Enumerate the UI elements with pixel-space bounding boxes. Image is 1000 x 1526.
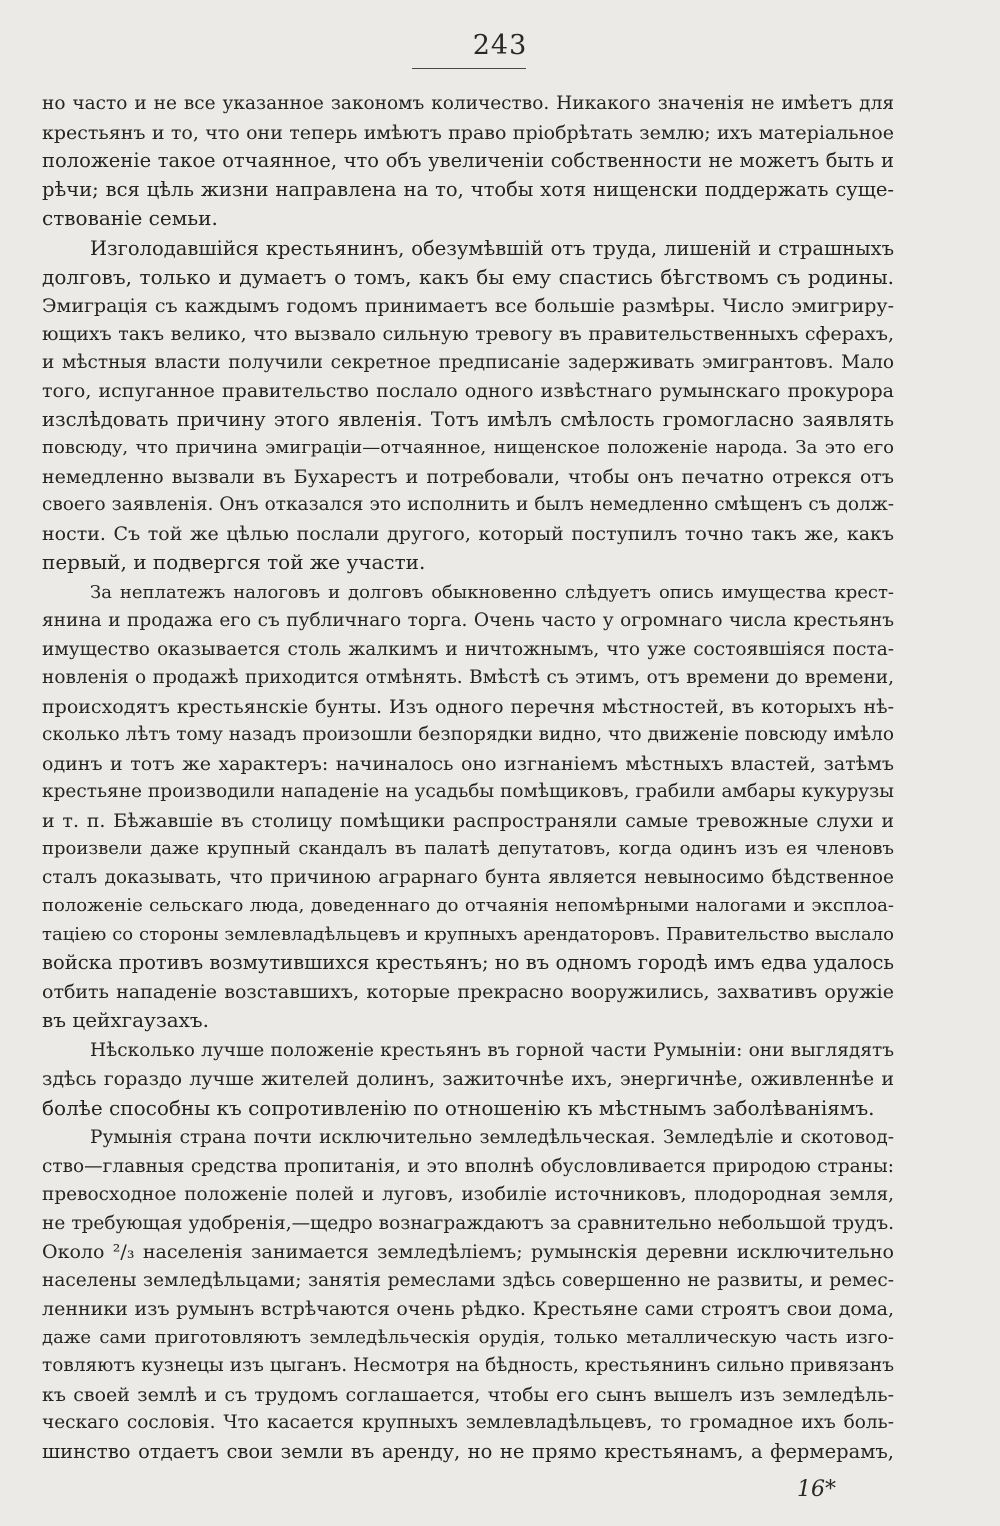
paragraph xyxy=(42,579,894,1035)
text-line: крестьяне производили нападеніе на усадьбы помѣщиковъ, грабили амбары кукурузы xyxy=(42,781,894,802)
text-line: положеніе сельскаго люда, доведеннаго до отчаянія непомѣрными налогами и эксплоа- xyxy=(42,895,894,916)
text-line: изслѣдовать причину этого явленія. Тотъ имѣлъ смѣлость громогласно заявлять xyxy=(42,407,894,431)
text-line: ности. Съ той же цѣлью послали другого, который поступилъ точно такъ же, какъ xyxy=(42,522,894,545)
text-line: долговъ, только и думаетъ о томъ, какъ бы ему спастись бѣгствомъ съ родины. xyxy=(42,265,894,289)
text-line: не требующая удобренія,—щедро вознаграждаютъ за сравнительно небольшой трудъ. xyxy=(42,1212,894,1234)
text-line: немедленно вызвали въ Бухарестъ и потребовали, чтобы онъ печатно отрекся отъ xyxy=(42,465,894,488)
signature-mark: 16* xyxy=(797,1477,836,1502)
text-line: новленія о продажѣ приходится отмѣнять. Вмѣстѣ съ этимъ, отъ времени до времени, xyxy=(42,667,894,688)
text-line: Румынія страна почти исключительно земледѣльческая. Земледѣліе и скотовод- xyxy=(90,1127,894,1148)
text-line: рѣчи; вся цѣль жизни направлена на то, чтобы хотя нищенски поддержать суще- xyxy=(42,177,894,201)
text-line: имущество оказывается столь жалкимъ и ничтожнымъ, что уже состоявшіяся поста- xyxy=(42,638,894,660)
text-line: своего заявленія. Онъ отказался это исполнить и былъ немедленно смѣщенъ съ долж- xyxy=(42,494,894,515)
text-line: происходятъ крестьянскіе бунты. Изъ одного перечня мѣстностей, въ которыхъ нѣ- xyxy=(42,695,894,718)
text-line: здѣсь гораздо лучше жителей долинъ, зажиточнѣе ихъ, энергичнѣе, оживленнѣе и xyxy=(42,1068,894,1090)
header-rule xyxy=(412,68,526,69)
text-line: ющихъ такъ велико, что вызвало сильную тревогу въ правительственныхъ сферахъ, xyxy=(42,323,894,345)
text-line: Нѣсколько лучше положеніе крестьянъ въ горной части Румыніи: они выглядятъ xyxy=(90,1039,894,1061)
text-line: болѣе способны къ сопротивленію по отношенію къ мѣстнымъ заболѣваніямъ. xyxy=(42,1095,875,1120)
text-line: того, испуганное правительство послало одного извѣстнаго румынскаго прокурора xyxy=(42,380,894,402)
text-line: войска противъ возмутившихся крестьянъ; но въ одномъ городѣ имъ едва удалось xyxy=(42,951,894,974)
text-line: произвели даже крупный скандалъ въ палатѣ депутатовъ, когда одинъ изъ ея членовъ xyxy=(42,838,894,859)
text-line: Около ²/₃ населенія занимается земледѣліемъ; румынскія деревни исключительно xyxy=(42,1241,894,1263)
text-line: ствованіе семьи. xyxy=(42,206,218,230)
text-line: янина и продажа его съ публичнаго торга. Очень часто у огромнаго числа крестьянъ xyxy=(42,610,894,631)
paragraph xyxy=(42,1124,894,1466)
text-line: Изголодавшійся крестьянинъ, обезумѣвшій отъ труда, лишеній и страшныхъ xyxy=(90,236,894,260)
text-line: повсюду, что причина эмиграціи—отчаянное, нищенское положеніе народа. За это его xyxy=(42,437,894,458)
text-line: положеніе такое отчаянное, что объ увеличеніи собственности не можетъ быть и xyxy=(42,149,894,172)
paragraph xyxy=(42,235,894,577)
text-line: и мѣстныя власти получили секретное предписаніе задерживать эмигрантовъ. Мало xyxy=(42,351,894,373)
text-line: ство—главныя средства пропитанія, и это вполнѣ обусловливается природою страны: xyxy=(42,1155,894,1177)
text-line: ленники изъ румынъ встрѣчаются очень рѣдко. Крестьяне сами строятъ свои дома, xyxy=(42,1298,894,1320)
text-line: крестьянъ и то, что они теперь имѣютъ право пріобрѣтать землю; ихъ матеріальное xyxy=(42,121,894,144)
text-line: превосходное положеніе полей и луговъ, изобиліе источниковъ, плодородная земля, xyxy=(42,1184,894,1205)
text-line: таціею со стороны землевладѣльцевъ и крупныхъ арендаторовъ. Правительство выслало xyxy=(42,923,894,945)
paragraph xyxy=(42,1037,894,1123)
text-line: и т. п. Бѣжавшіе въ столицу помѣщики распространяли самые тревожные слухи и xyxy=(42,809,894,832)
text-line: одинъ и тотъ же характеръ: начиналось оно изгнаніемъ мѣстныхъ властей, затѣмъ xyxy=(42,752,894,775)
text-line: сталъ доказывать, что причиною аграрнаго бунта является невыносимо бѣдственное xyxy=(42,866,894,888)
text-line: ческаго сословія. Что касается крупныхъ землевладѣльцевъ, то громадное ихъ боль- xyxy=(42,1412,894,1433)
body-text xyxy=(42,90,894,1466)
text-line: въ цейхгаузахъ. xyxy=(42,1008,210,1032)
text-line: шинство отдаетъ свои земли въ аренду, но не прямо крестьянамъ, а фермерамъ, xyxy=(42,1439,894,1463)
text-line: товляютъ кузнецы изъ цыганъ. Несмотря на бѣдность, крестьянинъ сильно привязанъ xyxy=(42,1355,894,1376)
text-line: населены земледѣльцами; занятія ремеслами здѣсь совершенно не развиты, и ремес- xyxy=(42,1269,894,1291)
text-line: сколько лѣтъ тому назадъ произошли безпорядки видно, что движеніе повсюду имѣло xyxy=(42,724,894,745)
text-line: даже сами приготовляютъ земледѣльческія орудія, только металлическую часть изго- xyxy=(42,1326,894,1348)
text-line: За неплатежъ налоговъ и долговъ обыкновенно слѣдуетъ опись имущества крест- xyxy=(90,581,894,603)
text-line: отбить нападеніе возставшихъ, которые прекрасно вооружились, захвативъ оружіе xyxy=(42,980,894,1003)
paragraph xyxy=(42,90,894,233)
text-line: къ своей землѣ и съ трудомъ соглашается, чтобы его сынъ вышелъ изъ земледѣль- xyxy=(42,1383,894,1406)
text-line: но часто и не все указанное закономъ количество. Никакого значенія не имѣетъ для xyxy=(42,93,894,114)
page-number: 243 xyxy=(472,30,528,61)
text-line: Эмиграція съ каждымъ годомъ принимаетъ все большіе размѣры. Число эмигриру- xyxy=(42,294,894,317)
text-line: первый, и подвергся той же участи. xyxy=(42,550,426,574)
